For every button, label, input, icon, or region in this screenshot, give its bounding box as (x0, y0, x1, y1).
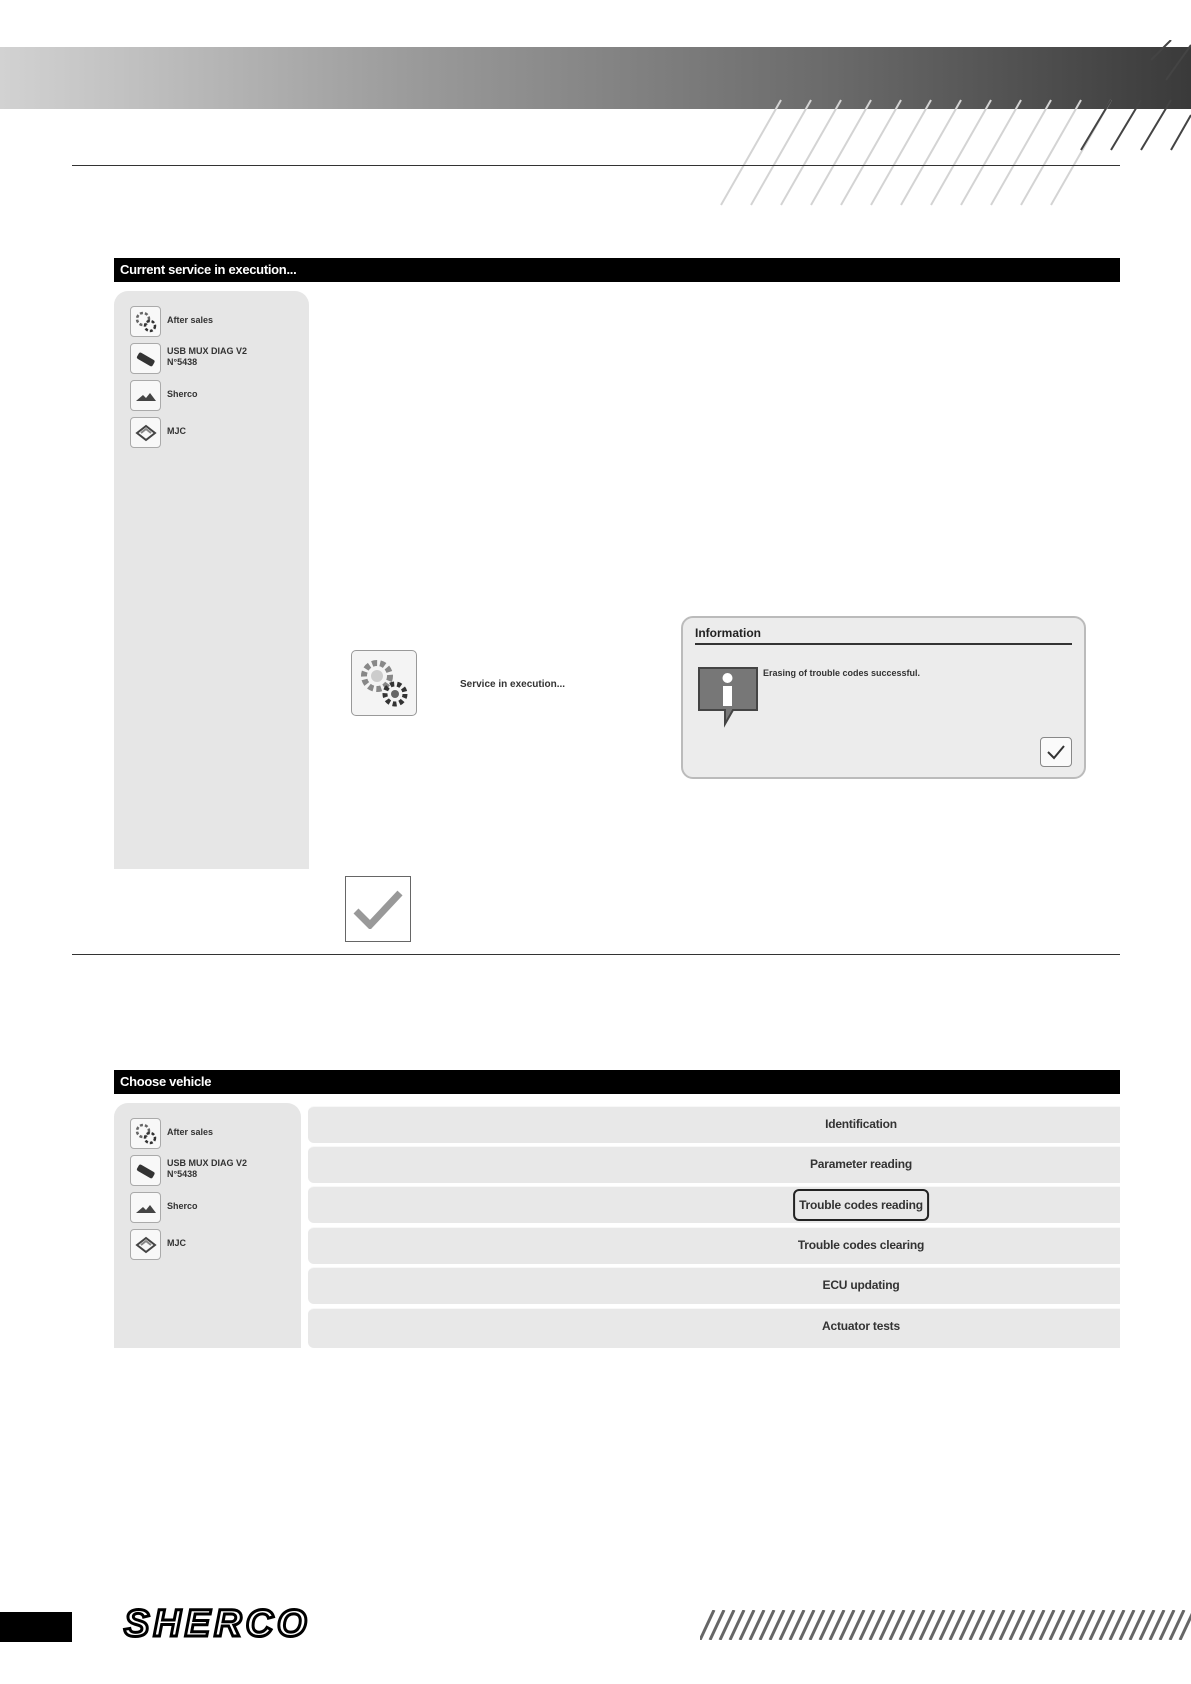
middle-rule (72, 954, 1120, 955)
menu-item-label: Trouble codes reading (793, 1189, 929, 1221)
menu-item-label: ECU updating (822, 1278, 900, 1292)
sidebar-item-after-sales[interactable] (130, 306, 213, 337)
sherco-brand-icon (130, 1192, 161, 1223)
gears-icon (130, 1118, 161, 1149)
confirm-button[interactable] (345, 876, 411, 942)
sidebar-item-mjc[interactable] (130, 417, 186, 448)
sidebar (114, 291, 309, 869)
info-icon (695, 664, 761, 730)
service-gears-icon (351, 650, 417, 716)
gears-icon (130, 306, 161, 337)
window-title: Current service in execution... (114, 258, 1120, 282)
sidebar (114, 1103, 301, 1348)
sidebar-item-usb-mux[interactable] (130, 1155, 247, 1186)
sidebar-item-label: MJC (167, 1238, 187, 1248)
header-hatch-decoration (711, 40, 1191, 210)
menu-item-label: Parameter reading (810, 1157, 912, 1171)
menu-item-ecu-updating[interactable] (308, 1267, 1120, 1304)
menu-item-trouble-codes-clearing[interactable] (308, 1227, 1120, 1264)
sidebar-item-label: Sherco (167, 389, 198, 399)
sherco-brand-icon (130, 380, 161, 411)
sidebar-item-label: USB MUX DIAG V2 N°5438 (167, 1158, 248, 1179)
svg-text:SHERCO: SHERCO (124, 1604, 311, 1644)
sidebar-item-after-sales[interactable] (130, 1118, 213, 1149)
check-icon (352, 889, 404, 929)
page-number-block (0, 1612, 72, 1642)
sidebar-item-mjc[interactable] (130, 1229, 186, 1260)
screenshot-choose-vehicle (114, 1070, 1120, 1348)
footer-hatch-decoration (700, 1610, 1191, 1640)
sidebar-item-label: After sales (167, 315, 214, 325)
check-icon (1046, 744, 1066, 760)
menu-item-label: Identification (825, 1117, 897, 1131)
top-rule (72, 165, 1120, 166)
usb-interface-icon (130, 343, 161, 374)
sidebar-item-sherco[interactable] (130, 1192, 198, 1223)
sidebar-item-usb-mux[interactable] (130, 343, 247, 374)
menu-item-identification[interactable] (308, 1106, 1120, 1143)
status-text: Service in execution... (460, 679, 566, 690)
dialog-divider (695, 643, 1072, 645)
sidebar-item-label: After sales (167, 1127, 214, 1137)
menu-item-label: Trouble codes clearing (797, 1238, 925, 1252)
ecu-icon (130, 417, 161, 448)
menu-item-actuator-tests[interactable] (308, 1308, 1120, 1348)
sherco-logo (118, 1604, 478, 1644)
sidebar-item-sherco[interactable] (130, 380, 198, 411)
sidebar-item-label: Sherco (167, 1201, 198, 1211)
menu-item-trouble-codes-reading[interactable] (308, 1186, 1120, 1223)
screenshot-service-execution (114, 258, 1120, 943)
menu-item-label: Actuator tests (822, 1319, 900, 1333)
ecu-icon (130, 1229, 161, 1260)
dialog-message: Erasing of trouble codes successful. (763, 668, 921, 678)
window-title: Choose vehicle (114, 1070, 1120, 1094)
usb-interface-icon (130, 1155, 161, 1186)
sidebar-item-label: USB MUX DIAG V2 N°5438 (167, 346, 248, 367)
dialog-ok-button[interactable] (1040, 737, 1072, 767)
menu-item-parameter-reading[interactable] (308, 1146, 1120, 1183)
information-dialog (681, 616, 1086, 779)
dialog-title: Information (695, 626, 761, 640)
sidebar-item-label: MJC (167, 426, 187, 436)
